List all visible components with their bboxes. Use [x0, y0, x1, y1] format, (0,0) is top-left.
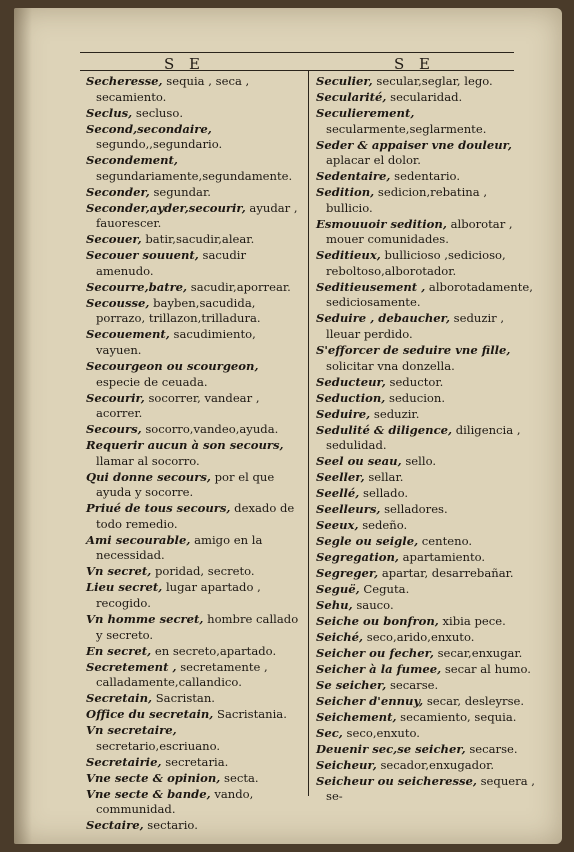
entry-headword: Vne secte & opinion,	[86, 770, 221, 785]
entry-gloss: amigo en la necessidad.	[96, 532, 263, 563]
entry-headword: Seicher à la fumee,	[316, 661, 442, 676]
header-rule-bottom	[80, 70, 514, 71]
entry-headword: Seconder,ayder,secourir,	[86, 200, 246, 215]
entry-headword: Seculierement,	[316, 105, 415, 120]
entry-headword: Priué de tous secours,	[86, 501, 231, 516]
dictionary-entry	[316, 550, 536, 566]
entry-headword: Sedition,	[316, 185, 375, 200]
entry-gloss: por el que ayuda y socorre.	[96, 469, 275, 500]
entry-gloss: seducion.	[389, 390, 446, 405]
entry-headword: Lieu secret,	[86, 580, 163, 595]
entry-gloss: Sacristania.	[217, 707, 287, 722]
left-column	[86, 74, 302, 834]
entry-headword: Seduire , debaucher,	[316, 311, 450, 326]
dictionary-entry	[316, 375, 536, 391]
dictionary-entry	[86, 501, 302, 532]
entry-headword: Vn secret,	[86, 564, 152, 579]
entry-headword: Office du secretain,	[86, 707, 214, 722]
dictionary-entry	[86, 391, 302, 422]
entry-gloss: centeno.	[421, 534, 473, 549]
dictionary-entry	[86, 359, 302, 390]
entry-headword: Sec,	[316, 725, 343, 740]
dictionary-entry	[316, 566, 536, 582]
entry-headword: Secouer souuent,	[86, 248, 199, 263]
entry-gloss: secta.	[224, 770, 259, 785]
entry-headword: Seiche ou bonfron,	[316, 613, 439, 628]
dictionary-entry	[86, 755, 302, 771]
dictionary-entry	[86, 122, 302, 153]
entry-headword: Sectaire,	[86, 818, 144, 833]
entry-gloss: sacudimiento, vayuen.	[96, 327, 256, 357]
entry-gloss: bayben,sacudida, porrazo, trillazon,trilladura.	[96, 295, 261, 326]
entry-headword: Vn homme secret,	[86, 612, 204, 626]
entry-gloss: seductor.	[389, 374, 444, 389]
entry-headword: Seder & appaiser vne douleur,	[316, 137, 512, 152]
entry-gloss: seduzir , lleuar perdido.	[326, 311, 505, 342]
dictionary-entry	[86, 232, 302, 248]
dictionary-entry	[316, 470, 536, 486]
dictionary-entry	[86, 422, 302, 438]
entry-headword: Seeux,	[316, 518, 359, 533]
entry-headword: Secourgeon ou scourgeon,	[86, 358, 259, 373]
dictionary-entry	[316, 646, 536, 662]
entry-gloss: socorrer, vandear , acorrer.	[96, 390, 260, 421]
entry-gloss: sequera , se-	[326, 773, 535, 804]
entry-gloss: sequia , seca , secamiento.	[96, 74, 250, 104]
entry-gloss: seco,arido,enxuto.	[366, 629, 475, 644]
dictionary-entry	[86, 185, 302, 201]
entry-gloss: dexado de todo remedio.	[96, 501, 295, 531]
dictionary-entry	[316, 311, 536, 342]
entry-headword: Se seicher,	[316, 677, 387, 692]
dictionary-entry	[86, 644, 302, 660]
entry-gloss: sellado.	[363, 486, 409, 501]
entry-headword: Seicheur ou seicheresse,	[316, 773, 477, 788]
entry-headword: Seel ou seau,	[316, 454, 402, 469]
entry-headword: Seducteur,	[316, 374, 386, 389]
entry-gloss: secretario,escriuano.	[96, 738, 221, 753]
dictionary-entry	[86, 564, 302, 580]
dictionary-entry	[316, 343, 536, 374]
entry-headword: Seditieusement ,	[316, 279, 426, 294]
right-column	[316, 74, 536, 805]
dictionary-entry	[316, 454, 536, 470]
entry-gloss: ayudar , fauorescer.	[96, 200, 298, 231]
page-spine-shadow	[14, 8, 32, 844]
dictionary-entry	[316, 138, 536, 169]
dictionary-entry	[86, 612, 302, 643]
dictionary-entry	[316, 774, 536, 805]
entry-headword: Seduction,	[316, 390, 386, 405]
entry-gloss: sacudir amenudo.	[96, 248, 246, 278]
entry-headword: S'efforcer de seduire vne fille,	[316, 343, 511, 357]
dictionary-entry	[316, 694, 536, 710]
entry-headword: Sehu,	[316, 597, 353, 612]
entry-gloss: apartamiento.	[402, 550, 486, 565]
entry-gloss: solicitar vna donzella.	[326, 358, 455, 373]
entry-headword: Vn secretaire,	[86, 723, 177, 738]
entry-gloss: vando, communidad.	[96, 786, 254, 817]
entry-headword: Vne secte & bande,	[86, 786, 211, 801]
entry-gloss: sello.	[405, 454, 437, 469]
entry-gloss: llamar al socorro.	[96, 453, 200, 468]
entry-gloss: seclusо.	[135, 105, 184, 120]
entry-headword: Secularité,	[316, 89, 387, 104]
dictionary-entry	[86, 723, 302, 754]
dictionary-entry	[86, 201, 302, 232]
entry-headword: Seicher d'ennuy,	[316, 693, 424, 708]
entry-gloss: batir,sacudir,alear.	[145, 232, 255, 247]
entry-gloss: sauco.	[356, 597, 394, 612]
entry-headword: Seichement,	[316, 709, 397, 724]
entry-headword: Seconder,	[86, 184, 150, 199]
entry-gloss: segundo,,segundario.	[96, 137, 223, 152]
entry-headword: Seiché,	[316, 629, 364, 644]
dictionary-entry	[316, 710, 536, 726]
entry-headword: Qui donne secours,	[86, 469, 211, 484]
entry-gloss: secar,enxugar.	[437, 645, 523, 660]
dictionary-entry	[86, 248, 302, 279]
entry-headword: Secousse,	[86, 295, 150, 310]
entry-gloss: secar al humo.	[444, 661, 531, 676]
entry-headword: Secretement ,	[86, 659, 177, 674]
entry-gloss: Sacristan.	[155, 691, 215, 706]
dictionary-entry	[86, 787, 302, 818]
entry-gloss: secular,seglar, lego.	[376, 74, 493, 88]
book-page	[14, 8, 562, 844]
entry-headword: Esmouuoir sedition,	[316, 216, 447, 231]
dictionary-entry	[86, 660, 302, 691]
dictionary-entry	[86, 707, 302, 723]
dictionary-entry	[86, 771, 302, 787]
entry-gloss: seco,enxuto.	[346, 725, 420, 740]
entry-headword: Segregation,	[316, 550, 399, 565]
entry-headword: Secours,	[86, 422, 142, 437]
entry-headword: Secouement,	[86, 327, 170, 342]
dictionary-entry	[316, 217, 536, 248]
dictionary-entry	[316, 391, 536, 407]
entry-gloss: alborotar , mouer comunidades.	[326, 216, 513, 247]
entry-headword: Seclus,	[86, 105, 133, 120]
entry-headword: Secheresse,	[86, 74, 163, 88]
entry-gloss: segundariamente,segundamente.	[96, 168, 293, 183]
entry-headword: Seicheur,	[316, 757, 377, 772]
entry-gloss: secamiento, sequia.	[400, 709, 517, 724]
dictionary-entry	[86, 153, 302, 184]
entry-headword: Requerir aucun à son secours,	[86, 438, 284, 453]
dictionary-entry	[316, 106, 536, 137]
entry-headword: En secret,	[86, 643, 152, 658]
entry-headword: Seicher ou fecher,	[316, 645, 434, 660]
entry-gloss: secularmente,seglarmente.	[326, 121, 487, 136]
dictionary-entry	[86, 106, 302, 122]
entry-gloss: lugar apartado , recogido.	[96, 580, 261, 611]
entry-headword: Seditieux,	[316, 248, 381, 263]
entry-headword: Sedentaire,	[316, 169, 391, 184]
dictionary-entry	[316, 407, 536, 423]
column-divider	[308, 70, 309, 796]
entry-headword: Segle ou seigle,	[316, 534, 419, 549]
entry-gloss: aplacar el dolor.	[326, 153, 421, 168]
dictionary-entry	[316, 582, 536, 598]
entry-headword: Secourir,	[86, 390, 145, 405]
entry-gloss: alborotadamente, sediciosamente.	[326, 279, 533, 310]
dictionary-entry	[316, 630, 536, 646]
dictionary-entry	[86, 533, 302, 564]
dictionary-entry	[86, 438, 302, 469]
entry-headword: Secondement,	[86, 153, 178, 168]
entry-headword: Seduire,	[316, 406, 371, 421]
entry-gloss: seduzir.	[373, 406, 420, 421]
dictionary-entry	[316, 423, 536, 454]
dictionary-entry	[316, 248, 536, 279]
entry-gloss: secarse.	[469, 741, 518, 756]
entry-headword: Sedulité & diligence,	[316, 422, 453, 437]
entry-gloss: hombre callado y secreto.	[96, 612, 299, 642]
dictionary-entry	[86, 74, 302, 105]
entry-headword: Seguë,	[316, 581, 360, 596]
left-running-head: S E	[164, 55, 205, 73]
dictionary-entry	[86, 818, 302, 834]
entry-gloss: sedeño.	[362, 518, 408, 533]
entry-headword: Secretairie,	[86, 754, 162, 769]
dictionary-entry	[316, 90, 536, 106]
dictionary-entry	[316, 169, 536, 185]
dictionary-entry	[86, 327, 302, 358]
dictionary-entry	[316, 726, 536, 742]
entry-gloss: sedicion,rebatina , bullicio.	[326, 185, 488, 215]
dictionary-entry	[316, 74, 536, 90]
dictionary-entry	[86, 280, 302, 296]
dictionary-entry	[316, 185, 536, 216]
entry-headword: Seeller,	[316, 470, 365, 485]
dictionary-entry	[316, 662, 536, 678]
dictionary-entry	[86, 470, 302, 501]
entry-gloss: secretaria.	[165, 754, 229, 769]
entry-gloss: secularidad.	[390, 89, 463, 104]
entry-headword: Secretain,	[86, 691, 153, 706]
entry-gloss: especie de ceuada.	[96, 374, 208, 389]
dictionary-entry	[316, 518, 536, 534]
dictionary-entry	[316, 486, 536, 502]
entry-gloss: xibia pece.	[442, 613, 506, 628]
entry-headword: Seelleurs,	[316, 502, 381, 517]
entry-gloss: socorro,vandeo,ayuda.	[145, 422, 279, 437]
entry-gloss: selladores.	[384, 502, 448, 517]
entry-headword: Secouer,	[86, 232, 142, 247]
dictionary-entry	[316, 598, 536, 614]
entry-gloss: segundar.	[153, 184, 211, 199]
entry-gloss: Ceguta.	[363, 581, 410, 596]
entry-headword: Secourre,batre,	[86, 279, 188, 294]
entry-headword: Ami secourable,	[86, 532, 191, 547]
dictionary-entry	[316, 502, 536, 518]
entry-gloss: sacudir,aporrear.	[190, 279, 291, 294]
entry-gloss: en secreto,apartado.	[154, 643, 277, 658]
dictionary-entry	[316, 758, 536, 774]
dictionary-entry	[86, 580, 302, 611]
dictionary-entry	[316, 614, 536, 630]
entry-gloss: diligencia , sedulidad.	[326, 422, 521, 453]
entry-headword: Second,secondaire,	[86, 121, 212, 136]
entry-gloss: bulliciosо ,sediciosо, reboltoso,alborotador.	[326, 248, 506, 278]
entry-gloss: sectario.	[147, 818, 198, 833]
entry-headword: Seellé,	[316, 486, 360, 501]
entry-gloss: poridad, secreto.	[155, 564, 255, 579]
header-rule-top	[80, 52, 514, 53]
right-running-head: S E	[394, 55, 435, 73]
dictionary-entry	[86, 296, 302, 327]
entry-gloss: secar, desleyrse.	[426, 693, 525, 708]
dictionary-entry	[316, 742, 536, 758]
entry-gloss: secador,enxugador.	[380, 757, 495, 772]
entry-gloss: secarse.	[389, 677, 439, 692]
entry-gloss: sedentario.	[394, 169, 460, 184]
dictionary-entry	[86, 691, 302, 707]
entry-headword: Deuenir sec,se seicher,	[316, 741, 466, 756]
entry-gloss: apartar, desarrebañar.	[381, 566, 514, 580]
dictionary-entry	[316, 534, 536, 550]
dictionary-entry	[316, 280, 536, 311]
entry-headword: Segreger,	[316, 566, 379, 580]
entry-gloss: secretamente , calladamente,callandico.	[96, 659, 268, 690]
dictionary-entry	[316, 678, 536, 694]
entry-gloss: sellar.	[368, 470, 404, 485]
entry-headword: Seculier,	[316, 74, 373, 88]
